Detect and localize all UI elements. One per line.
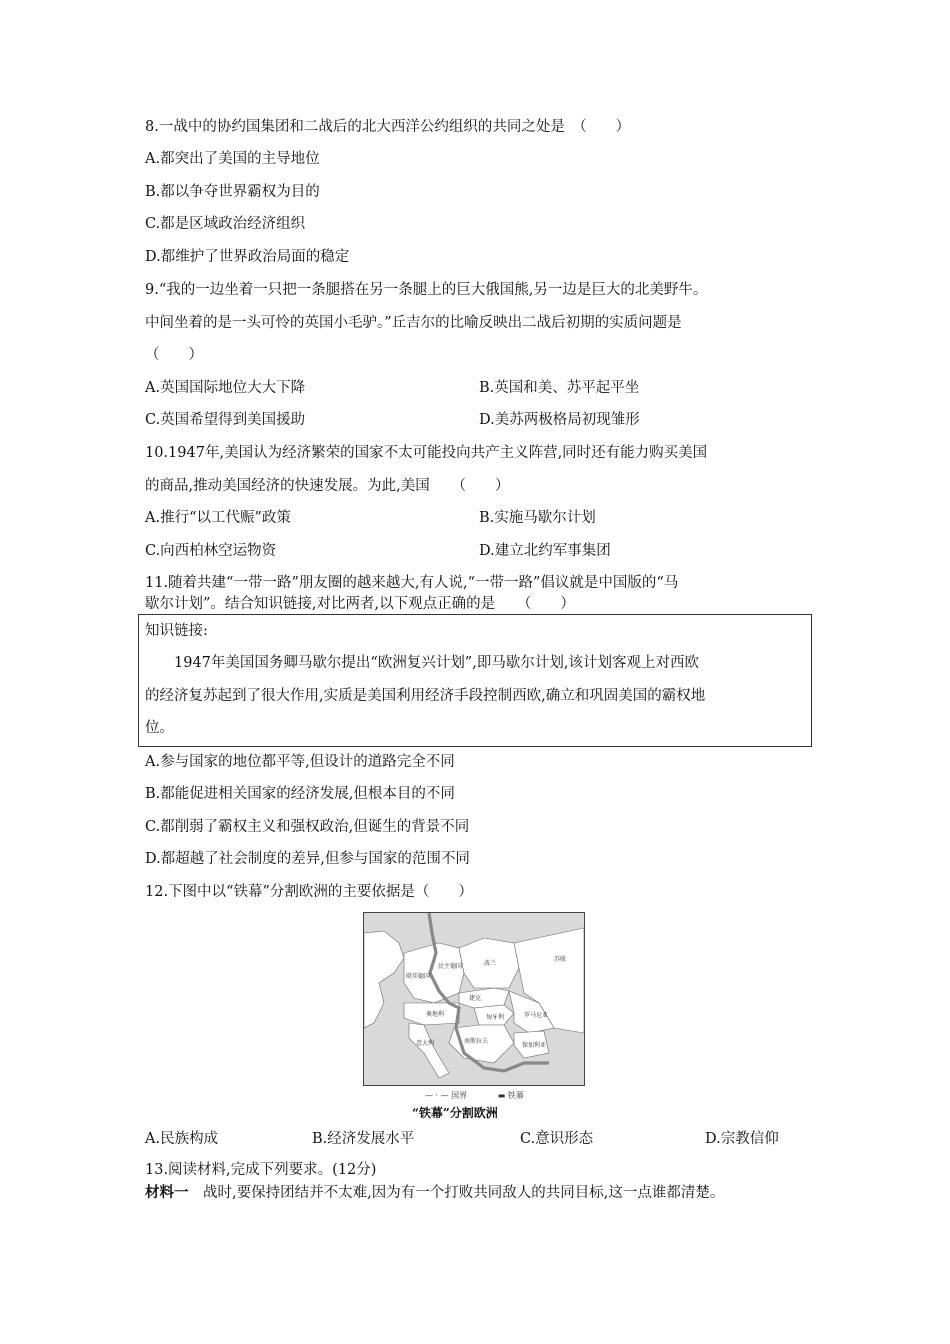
knowledge-link-line3: 位。 <box>145 720 174 736</box>
q9-option-d: D.美苏两极格局初现雏形 <box>479 412 640 428</box>
q8-option-a: A.都突出了美国的主导地位 <box>145 151 320 167</box>
knowledge-link-line1: 1947年美国国务卿马歇尔提出“欧洲复兴计划”,即马歇尔计划,该计划客观上对西欧 <box>145 655 699 671</box>
q10-stem-line1: 10.1947年,美国认为经济繁荣的国家不太可能投向共产主义阵营,同时还有能力购买美国 <box>145 445 708 461</box>
map-label-ussr: 苏联 <box>554 956 567 963</box>
q8-option-b: B.都以争夺世界霸权为目的 <box>145 184 320 200</box>
q12-option-a: A.民族构成 <box>145 1131 219 1147</box>
q12-option-b: B.经济发展水平 <box>312 1131 415 1147</box>
q13-stem: 13.阅读材料,完成下列要求。(12分) <box>145 1162 377 1178</box>
q10-stem-line2: 的商品,推动美国经济的快速发展。为此,美国 （ ） <box>145 478 510 494</box>
q12-option-d: D.宗教信仰 <box>705 1131 779 1147</box>
map-legend <box>425 1090 552 1101</box>
q10-option-a: A.推行“以工代赈”政策 <box>145 510 291 526</box>
q10-option-b: B.实施马歇尔计划 <box>479 510 596 526</box>
legend-curtain: ▬ 铁幕 <box>497 1091 524 1100</box>
material-label: 材料一 <box>145 1184 189 1201</box>
map-label-yugoslavia: 南斯拉夫 <box>464 1038 489 1045</box>
q8-option-d: D.都维护了世界政治局面的稳定 <box>145 249 350 265</box>
map-label-bulgaria: 保加利亚 <box>522 1042 547 1049</box>
map-label-czech: 捷克 <box>469 995 482 1002</box>
q9-stem-line2: 中间坐着的是一头可怜的英国小毛驴。”丘吉尔的比喻反映出二战后初期的实质问题是 <box>145 315 682 331</box>
q12-option-c: C.意识形态 <box>520 1131 594 1147</box>
legend-border: — · — 国界 <box>425 1091 468 1100</box>
q11-option-d: D.都超越了社会制度的差异,但参与国家的范围不同 <box>145 851 470 867</box>
q8-stem: 8.一战中的协约国集团和二战后的北大西洋公约组织的共同之处是 （ ） <box>145 119 631 135</box>
map-label-e-germany: 民主德国 <box>438 963 463 970</box>
q9-option-c: C.英国希望得到美国援助 <box>145 412 306 428</box>
q9-stem-line1: 9.“我的一边坐着一只把一条腿搭在另一条腿上的巨大俄国熊,另一边是巨大的北美野牛。 <box>145 282 708 298</box>
q9-option-b: B.英国和美、苏平起平坐 <box>479 380 640 396</box>
iron-curtain-map <box>363 912 585 1086</box>
map-label-austria: 奥地利 <box>426 1011 445 1018</box>
q11-option-c: C.都削弱了霸权主义和强权政治,但诞生的背景不同 <box>145 819 470 835</box>
q12-stem: 12.下图中以“铁幕”分割欧洲的主要依据是（ ） <box>145 884 473 900</box>
q10-option-d: D.建立北约军事集团 <box>479 543 611 559</box>
knowledge-link-title: 知识链接: <box>145 623 208 639</box>
map-label-w-germany: 联邦德国 <box>406 973 431 980</box>
q11-stem-line1: 11.随着共建“一带一路”朋友圈的越来越大,有人说,“一带一路”倡议就是中国版的“马 <box>145 575 679 591</box>
map-label-hungary: 匈牙利 <box>486 1014 505 1021</box>
q9-option-a: A.英国国际地位大大下降 <box>145 380 306 396</box>
map-label-romania: 罗马尼亚 <box>524 1012 549 1019</box>
map-caption: “铁幕”分割欧洲 <box>412 1106 498 1120</box>
map-label-poland: 波兰 <box>484 960 497 967</box>
q9-stem-line3: （ ） <box>145 347 203 363</box>
q11-option-a: A.参与国家的地位都平等,但设计的道路完全不同 <box>145 754 455 770</box>
q10-option-c: C.向西柏林空运物资 <box>145 543 277 559</box>
q8-option-c: C.都是区域政治经济组织 <box>145 216 306 232</box>
material-text: 战时,要保持团结并不太难,因为有一个打败共同敌人的共同目标,这一点谁都清楚。 <box>188 1185 725 1201</box>
knowledge-link-line2: 的经济复苏起到了很大作用,实质是美国利用经济手段控制西欧,确立和巩固美国的霸权地 <box>145 688 706 704</box>
q11-stem-line2: 歇尔计划”。结合知识链接,对比两者,以下观点正确的是 （ ） <box>145 596 575 612</box>
q13-material <box>145 1183 724 1203</box>
knowledge-link-box <box>138 614 812 747</box>
q11-option-b: B.都能促进相关国家的经济发展,但根本目的不同 <box>145 786 455 802</box>
map-drawing <box>364 913 584 1085</box>
map-label-italy: 意大利 <box>416 1040 435 1047</box>
